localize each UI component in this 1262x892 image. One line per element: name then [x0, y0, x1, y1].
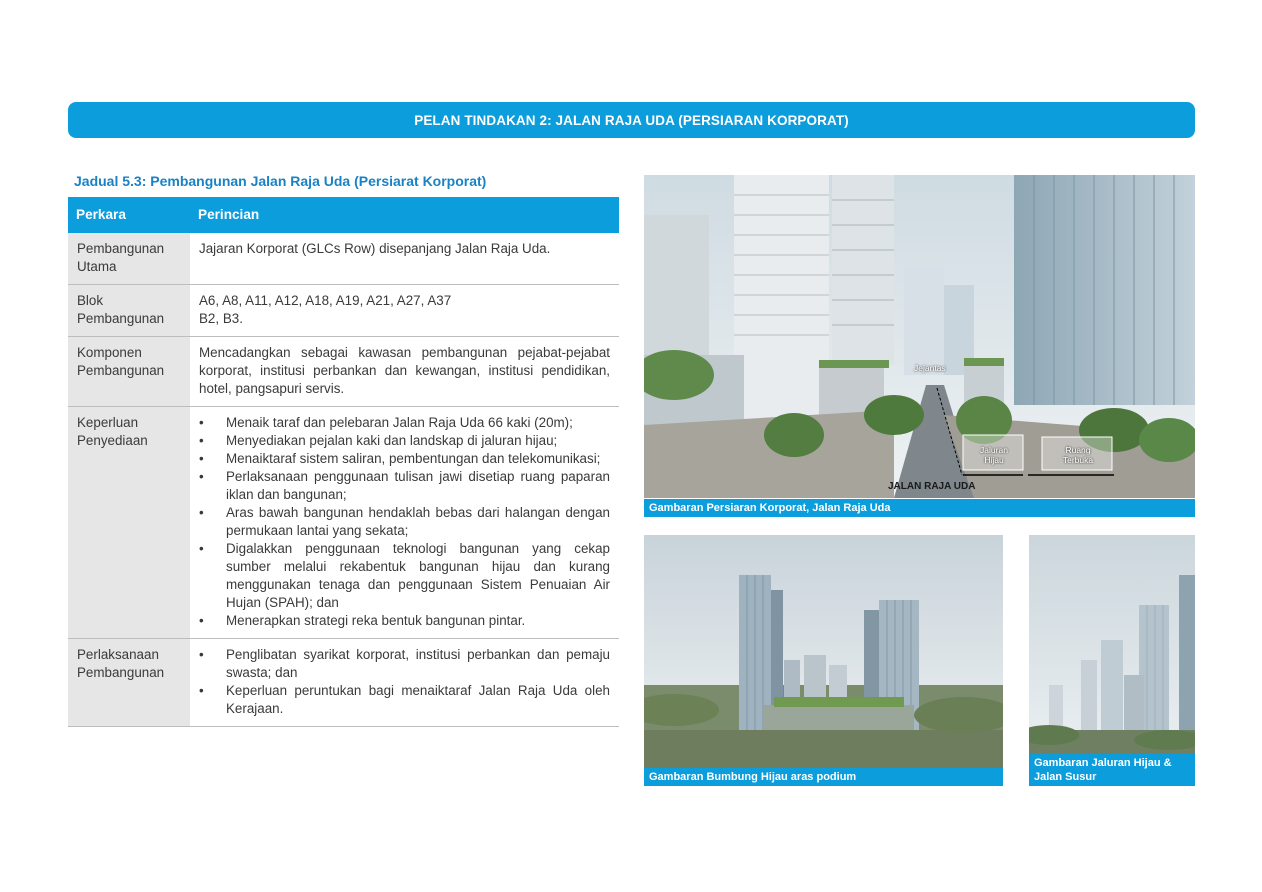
bullet-icon: •	[199, 541, 204, 556]
row-detail: Jajaran Korporat (GLCs Row) disepanjang Jalan Raja Uda.	[190, 233, 619, 285]
corporate-boulevard-image	[644, 175, 1195, 498]
image-caption: Gambaran Persiaran Korporat, Jalan Raja Uda	[644, 499, 1195, 517]
label-jejantas: Jejantas	[914, 363, 946, 373]
table-row	[68, 639, 619, 727]
image-caption: Gambaran Bumbung Hijau aras podium	[644, 768, 1003, 786]
development-table	[68, 197, 619, 727]
table-header-row	[68, 197, 619, 233]
bullet-list	[199, 646, 610, 718]
row-label: Blok Pembangunan	[68, 285, 190, 337]
block-list-a: A6, A8, A11, A12, A18, A19, A21, A27, A37	[199, 293, 452, 308]
list-item	[199, 540, 610, 612]
list-item-text: Penglibatan syarikat korporat, institusi perbankan dan pemaju swasta; dan	[226, 647, 610, 680]
list-item	[199, 432, 610, 450]
list-item	[199, 414, 610, 432]
row-label: Komponen Pembangunan	[68, 337, 190, 407]
label-jaluran-hijau: Jaluran Hijau	[980, 445, 1008, 465]
list-item-text: Digalakkan penggunaan teknologi bangunan yang cekap sumber melalui rekabentuk bangunan hijau dan kurang menggunakan tenaga dan penggunaan Sistem Penuaian Air Hujan (SPAH); dan	[226, 541, 610, 610]
table-row	[68, 337, 619, 407]
bullet-icon: •	[199, 683, 204, 698]
row-detail	[190, 639, 619, 727]
bullet-list	[199, 414, 610, 630]
row-label: Keperluan Penyediaan	[68, 407, 190, 639]
bullet-icon: •	[199, 613, 204, 628]
green-roof-podium-image	[644, 535, 1003, 768]
label-ruang-terbuka: Ruang Terbuka	[1062, 445, 1094, 465]
label-jalan-raja-uda: JALAN RAJA UDA	[888, 481, 976, 492]
table-row	[68, 233, 619, 285]
bullet-icon: •	[199, 469, 204, 484]
list-item-text: Menerapkan strategi reka bentuk bangunan pintar.	[226, 613, 526, 628]
row-detail	[190, 285, 619, 337]
bullet-icon: •	[199, 451, 204, 466]
row-label: Pembangunan Utama	[68, 233, 190, 285]
header-perincian: Perincian	[190, 197, 619, 233]
table-row	[68, 285, 619, 337]
list-item	[199, 682, 610, 718]
bullet-icon: •	[199, 505, 204, 520]
green-strip-image	[1029, 535, 1195, 754]
list-item	[199, 468, 610, 504]
list-item-text: Menaiktaraf sistem saliran, pembentungan dan telekomunikasi;	[226, 451, 601, 466]
header-perkara: Perkara	[68, 197, 190, 233]
list-item-text: Aras bawah bangunan hendaklah bebas dari halangan dengan permukaan lantai yang sekata;	[226, 505, 610, 538]
list-item-text: Perlaksanaan penggunaan tulisan jawi disetiap ruang paparan iklan dan bangunan;	[226, 469, 610, 502]
table-row	[68, 407, 619, 639]
list-item	[199, 646, 610, 682]
list-item	[199, 450, 610, 468]
bullet-icon: •	[199, 415, 204, 430]
list-item-text: Menyediakan pejalan kaki dan landskap di jaluran hijau;	[226, 433, 558, 448]
list-item	[199, 612, 610, 630]
bullet-icon: •	[199, 433, 204, 448]
list-item-text: Menaik taraf dan pelebaran Jalan Raja Uda 66 kaki (20m);	[226, 415, 573, 430]
list-item	[199, 504, 610, 540]
row-label: Perlaksanaan Pembangunan	[68, 639, 190, 727]
row-detail: Mencadangkan sebagai kawasan pembangunan pejabat-pejabat korporat, institusi perbankan dan kewangan, institusi pendidikan, hotel, pangsapuri servis.	[190, 337, 619, 407]
row-detail	[190, 407, 619, 639]
block-list-b: B2, B3.	[199, 311, 243, 326]
bullet-icon: •	[199, 647, 204, 662]
page-banner: PELAN TINDAKAN 2: JALAN RAJA UDA (PERSIARAN KORPORAT)	[68, 102, 1195, 138]
list-item-text: Keperluan peruntukan bagi menaiktaraf Jalan Raja Uda oleh Kerajaan.	[226, 683, 610, 716]
table-title: Jadual 5.3: Pembangunan Jalan Raja Uda (Persiarat Korporat)	[74, 173, 487, 189]
image-caption: Gambaran Jaluran Hijau & Jalan Susur	[1029, 754, 1195, 786]
